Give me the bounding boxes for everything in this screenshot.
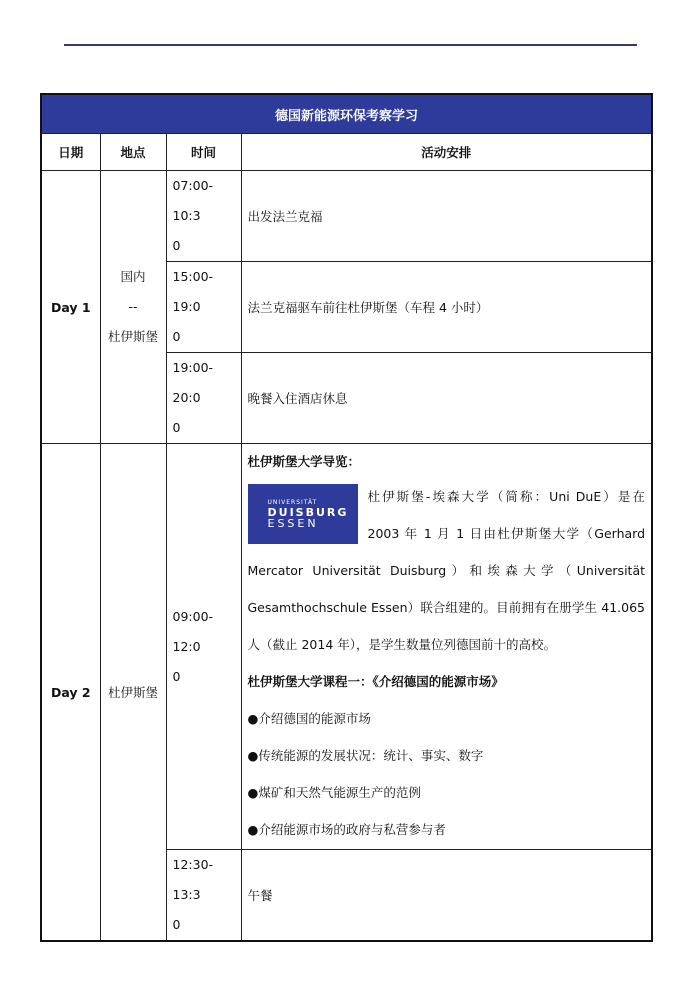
logo-text: ESSEN <box>267 517 319 530</box>
activity-cell <box>241 444 652 850</box>
time-line: 07:00-10:3 <box>172 178 214 223</box>
location-line: 杜伊斯堡 <box>107 329 158 344</box>
header-date: 日期 <box>41 134 100 171</box>
time-cell <box>166 444 241 850</box>
time-line: 0 <box>172 329 181 344</box>
time-line: 0 <box>172 420 181 435</box>
bullet-item: ●煤矿和天然气能源生产的范例 <box>247 785 421 800</box>
table-title: 德国新能源环保考察学习 <box>41 94 652 134</box>
header-time: 时间 <box>166 134 241 171</box>
activity-cell: 午餐 <box>241 850 652 942</box>
bullet-item: ●传统能源的发展状况：统计、事实、数字 <box>247 748 484 763</box>
activity-cell: 出发法兰克福 <box>241 171 652 262</box>
bullet-item: ●介绍能源市场的政府与私营参与者 <box>247 822 446 837</box>
time-cell <box>166 850 241 942</box>
university-intro: 杜伊斯堡-埃森大学（简称：Uni DuE）是在 2003 年 1 月 1 日由杜伊斯堡大学（Gerhard Mercator Universität Duisburg）和埃森大学（Universität Gesamthochschule Essen）联合组建的。目前拥有在册学生 41.065 人（截止 2014 年），是学生数量位列德国前十的高校。 <box>247 489 646 652</box>
activity-cell: 法兰克福驱车前往杜伊斯堡（车程 4 小时） <box>241 262 652 353</box>
time-cell <box>166 171 241 262</box>
day2-date: Day 2 <box>41 444 100 942</box>
day2-location: 杜伊斯堡 <box>100 444 166 942</box>
location-line: -- <box>128 299 138 314</box>
logo-text: DUISBURG <box>267 506 349 519</box>
time-line: 0 <box>172 238 181 253</box>
time-line: 0 <box>172 917 181 932</box>
itinerary-table <box>40 93 653 942</box>
time-line: 09:00-12:0 <box>172 608 214 654</box>
university-logo <box>248 484 358 544</box>
time-line: 0 <box>172 668 181 684</box>
logo-text: UNIVERSITÄT <box>267 499 318 506</box>
time-cell <box>166 353 241 444</box>
header-activity: 活动安排 <box>241 134 652 171</box>
course-title: 杜伊斯堡大学课程一：《介绍德国的能源市场》 <box>247 674 504 689</box>
bullet-item: ●介绍德国的能源市场 <box>247 711 371 726</box>
activity-cell: 晚餐入住酒店休息 <box>241 353 652 444</box>
location-line: 国内 <box>120 269 146 284</box>
tour-heading: 杜伊斯堡大学导览： <box>247 454 361 469</box>
time-line: 12:30-13:3 <box>172 857 214 902</box>
table-row <box>41 444 652 850</box>
header-location: 地点 <box>100 134 166 171</box>
time-cell <box>166 262 241 353</box>
time-line: 19:00-20:0 <box>172 360 214 405</box>
day1-location <box>100 171 166 444</box>
table-row <box>41 171 652 262</box>
day1-date: Day 1 <box>41 171 100 444</box>
time-line: 15:00-19:0 <box>172 269 214 314</box>
header-rule <box>64 44 637 46</box>
